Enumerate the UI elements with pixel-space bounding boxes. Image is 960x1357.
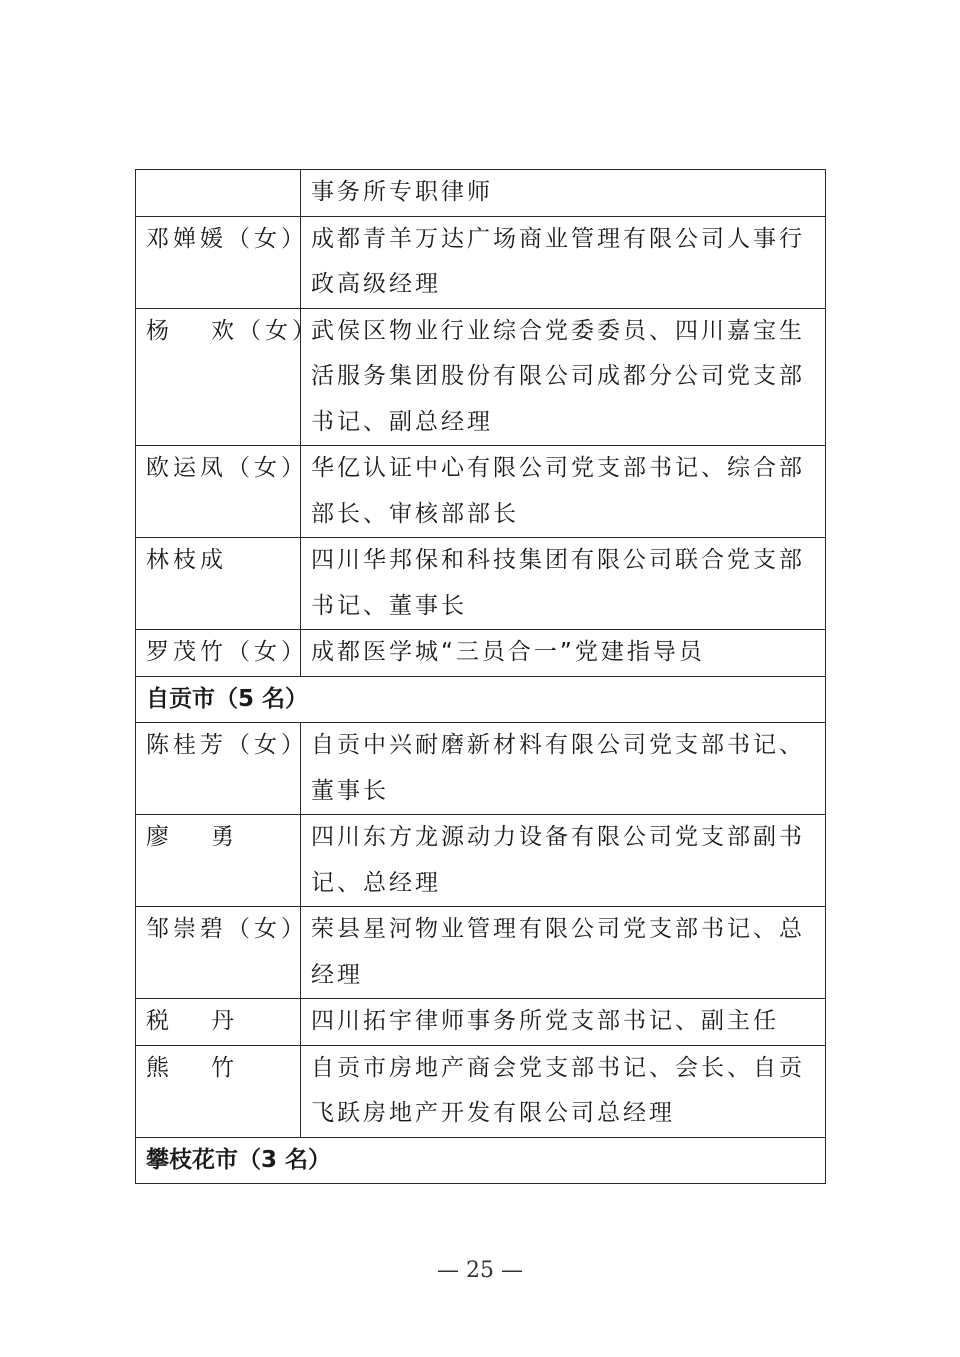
table-row [136, 1045, 826, 1137]
post-cell: 四川华邦保和科技集团有限公司联合党支部书记、董事长 [301, 538, 826, 630]
section-header: 自贡市（5 名） [136, 676, 826, 723]
name-part: 熊 [146, 1054, 173, 1081]
name-cell: 欧运凤（女） [136, 446, 301, 538]
name-cell: 罗茂竹（女） [136, 630, 301, 677]
table-row [136, 815, 826, 907]
post-cell: 自贡市房地产商会党支部书记、会长、自贡飞跃房地产开发有限公司总经理 [301, 1045, 826, 1137]
table-row [136, 630, 826, 677]
name-part: 勇 [211, 824, 238, 850]
table-row [136, 907, 826, 999]
name-part: 廖 [146, 824, 173, 850]
roster-table [135, 169, 826, 1184]
post-cell: 四川东方龙源动力设备有限公司党支部副书记、总经理 [301, 815, 826, 907]
name-cell [136, 1045, 301, 1137]
name-part: 丹 [211, 1008, 238, 1034]
section-row [136, 676, 826, 723]
post-cell: 自贡中兴耐磨新材料有限公司党支部书记、董事长 [301, 723, 826, 815]
name-cell [136, 308, 319, 446]
section-header: 攀枝花市（3 名） [136, 1137, 826, 1184]
table-row [136, 723, 826, 815]
name-part: 欢（女） [211, 317, 319, 344]
table-row [136, 999, 826, 1046]
name-cell [136, 815, 301, 907]
post-cell: 华亿认证中心有限公司党支部书记、综合部部长、审核部部长 [301, 446, 826, 538]
name-cell: 林枝成 [136, 538, 301, 630]
table-row [136, 446, 826, 538]
name-part: 杨 [146, 317, 173, 344]
post-cell: 事务所专职律师 [301, 170, 826, 217]
table-row [136, 216, 826, 308]
name-part: 竹 [211, 1054, 238, 1081]
name-cell: 邓婵媛（女） [136, 216, 301, 308]
post-cell: 成都青羊万达广场商业管理有限公司人事行政高级经理 [301, 216, 826, 308]
name-part: 税 [146, 1008, 173, 1034]
name-cell: 邹崇碧（女） [136, 907, 301, 999]
table-row [136, 308, 826, 446]
table-row [136, 538, 826, 630]
post-cell: 荣县星河物业管理有限公司党支部书记、总经理 [301, 907, 826, 999]
table-row [136, 170, 826, 217]
post-cell: 四川拓宇律师事务所党支部书记、副主任 [301, 999, 826, 1046]
page-number: — 25 — [437, 1258, 523, 1283]
post-cell: 武侯区物业行业综合党委委员、四川嘉宝生活服务集团股份有限公司成都分公司党支部书记、副总经理 [301, 308, 826, 446]
post-cell: 成都医学城“三员合一”党建指导员 [301, 630, 826, 677]
section-row [136, 1137, 826, 1184]
name-cell [136, 170, 301, 217]
name-cell [136, 999, 301, 1046]
name-cell: 陈桂芳（女） [136, 723, 301, 815]
